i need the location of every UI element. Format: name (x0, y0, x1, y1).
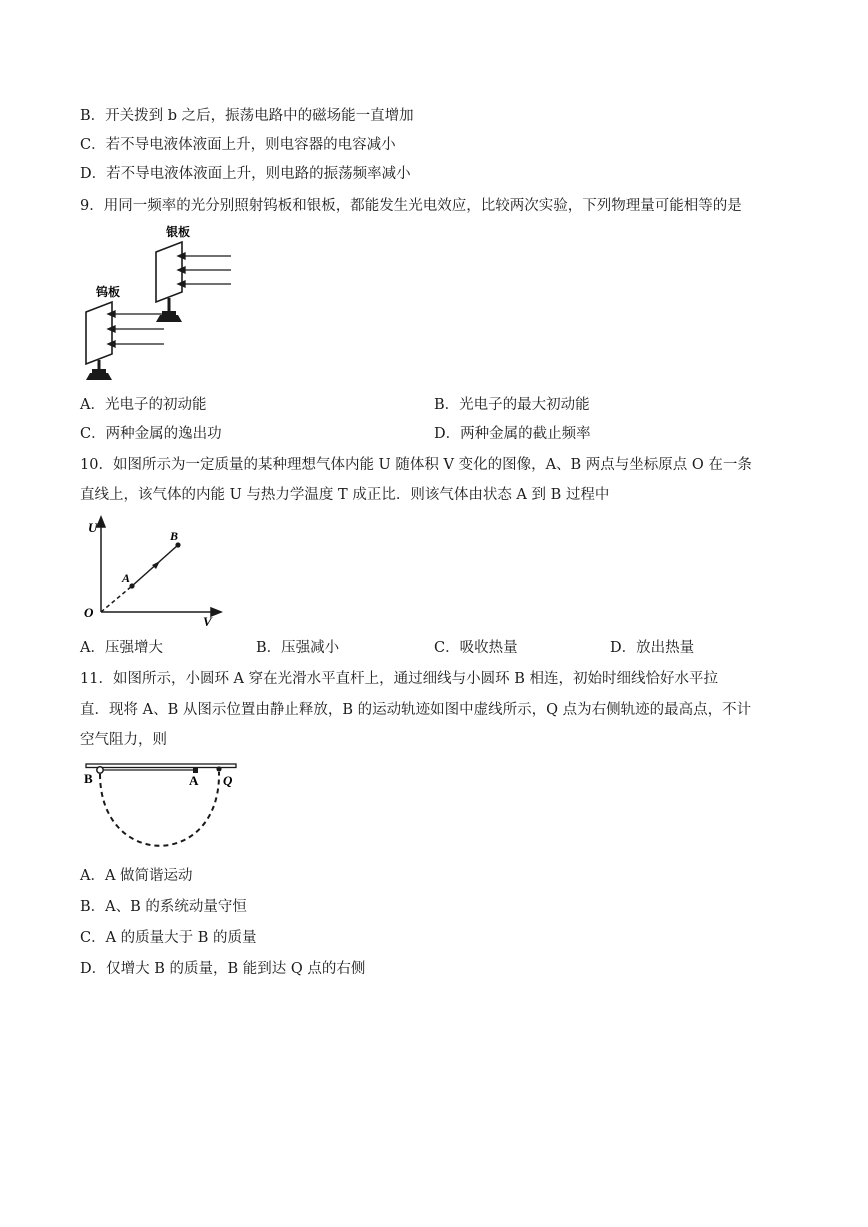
q11-option-b: B．A、B 的系统动量守恒 (80, 899, 247, 915)
q11-rings-figure (76, 758, 256, 858)
q11-option-c: C．A 的质量大于 B 的质量 (80, 930, 257, 946)
q10-option-d: D．放出热量 (610, 640, 695, 656)
tungsten-plate-label: 钨板 (96, 285, 121, 299)
q10-u-v-graph (76, 512, 236, 632)
q10-option-c: C．吸收热量 (434, 640, 518, 656)
q8-option-d: D．若不导电液体液面上升，则电路的振荡频率减小 (80, 166, 411, 182)
trajectory-b (100, 772, 219, 846)
light-arrows-silver (178, 253, 231, 287)
q8-option-c: C．若不导电液体液面上升，则电容器的电容减小 (80, 137, 396, 153)
q11-stem-line2: 直．现将 A、B 从图示位置由静止释放，B 的运动轨迹如图中虚线所示，Q 点为右侧轨迹的最高点，不计 (80, 702, 752, 718)
q11-stem-line1: 11．如图所示，小圆环 A 穿在光滑水平直杆上，通过细线与小圆环 B 相连，初始时细线恰好水平拉 (80, 671, 719, 687)
q9-option-d: D．两种金属的截止频率 (434, 426, 591, 442)
q11-option-a: A．A 做简谐运动 (80, 868, 193, 884)
q10-option-a: A．压强增大 (80, 640, 163, 656)
q8-option-b: B．开关拨到 b 之后，振荡电路中的磁场能一直增加 (80, 108, 414, 124)
axes (97, 517, 221, 616)
point-a (129, 583, 134, 588)
q11-option-d: D．仅增大 B 的质量，B 能到达 Q 点的右侧 (80, 961, 366, 977)
q11-stem-line3: 空气阻力，则 (80, 732, 167, 748)
point-q (216, 766, 221, 771)
point-a-label: A (122, 571, 131, 585)
q9-option-a: A．光电子的初动能 (80, 397, 207, 413)
y-axis-label: U (88, 520, 98, 535)
x-axis-label: V (203, 614, 212, 629)
q10-stem-line2: 直线上，该气体的内能 U 与热力学温度 T 成正比．则该气体由状态 A 到 B 过程中 (80, 487, 610, 503)
ring-b-label: B (84, 771, 93, 786)
point-b (175, 542, 180, 547)
point-q-label: Q (223, 773, 233, 788)
ring-b (97, 767, 103, 773)
q9-photoelectric-figure (76, 218, 246, 388)
q9-option-b: B．光电子的最大初动能 (434, 397, 590, 413)
q9-option-c: C．两种金属的逸出功 (80, 426, 222, 442)
q9-stem: 9．用同一频率的光分别照射钨板和银板，都能发生光电效应，比较两次实验，下列物理量可能相等的是 (80, 198, 742, 214)
light-arrows-tungsten (108, 311, 164, 347)
silver-plate (156, 242, 182, 322)
ring-a-label: A (189, 773, 199, 788)
origin-label: O (84, 605, 94, 620)
horizontal-rod (86, 764, 236, 768)
q10-option-b: B．压强减小 (256, 640, 340, 656)
q10-stem-line1: 10．如图所示为一定质量的某种理想气体内能 U 随体积 V 变化的图像，A、B 两点与坐标原点 O 在一条 (80, 457, 752, 473)
dashed-extension (101, 586, 132, 612)
silver-plate-label: 银板 (166, 225, 191, 239)
point-b-label: B (170, 529, 179, 543)
